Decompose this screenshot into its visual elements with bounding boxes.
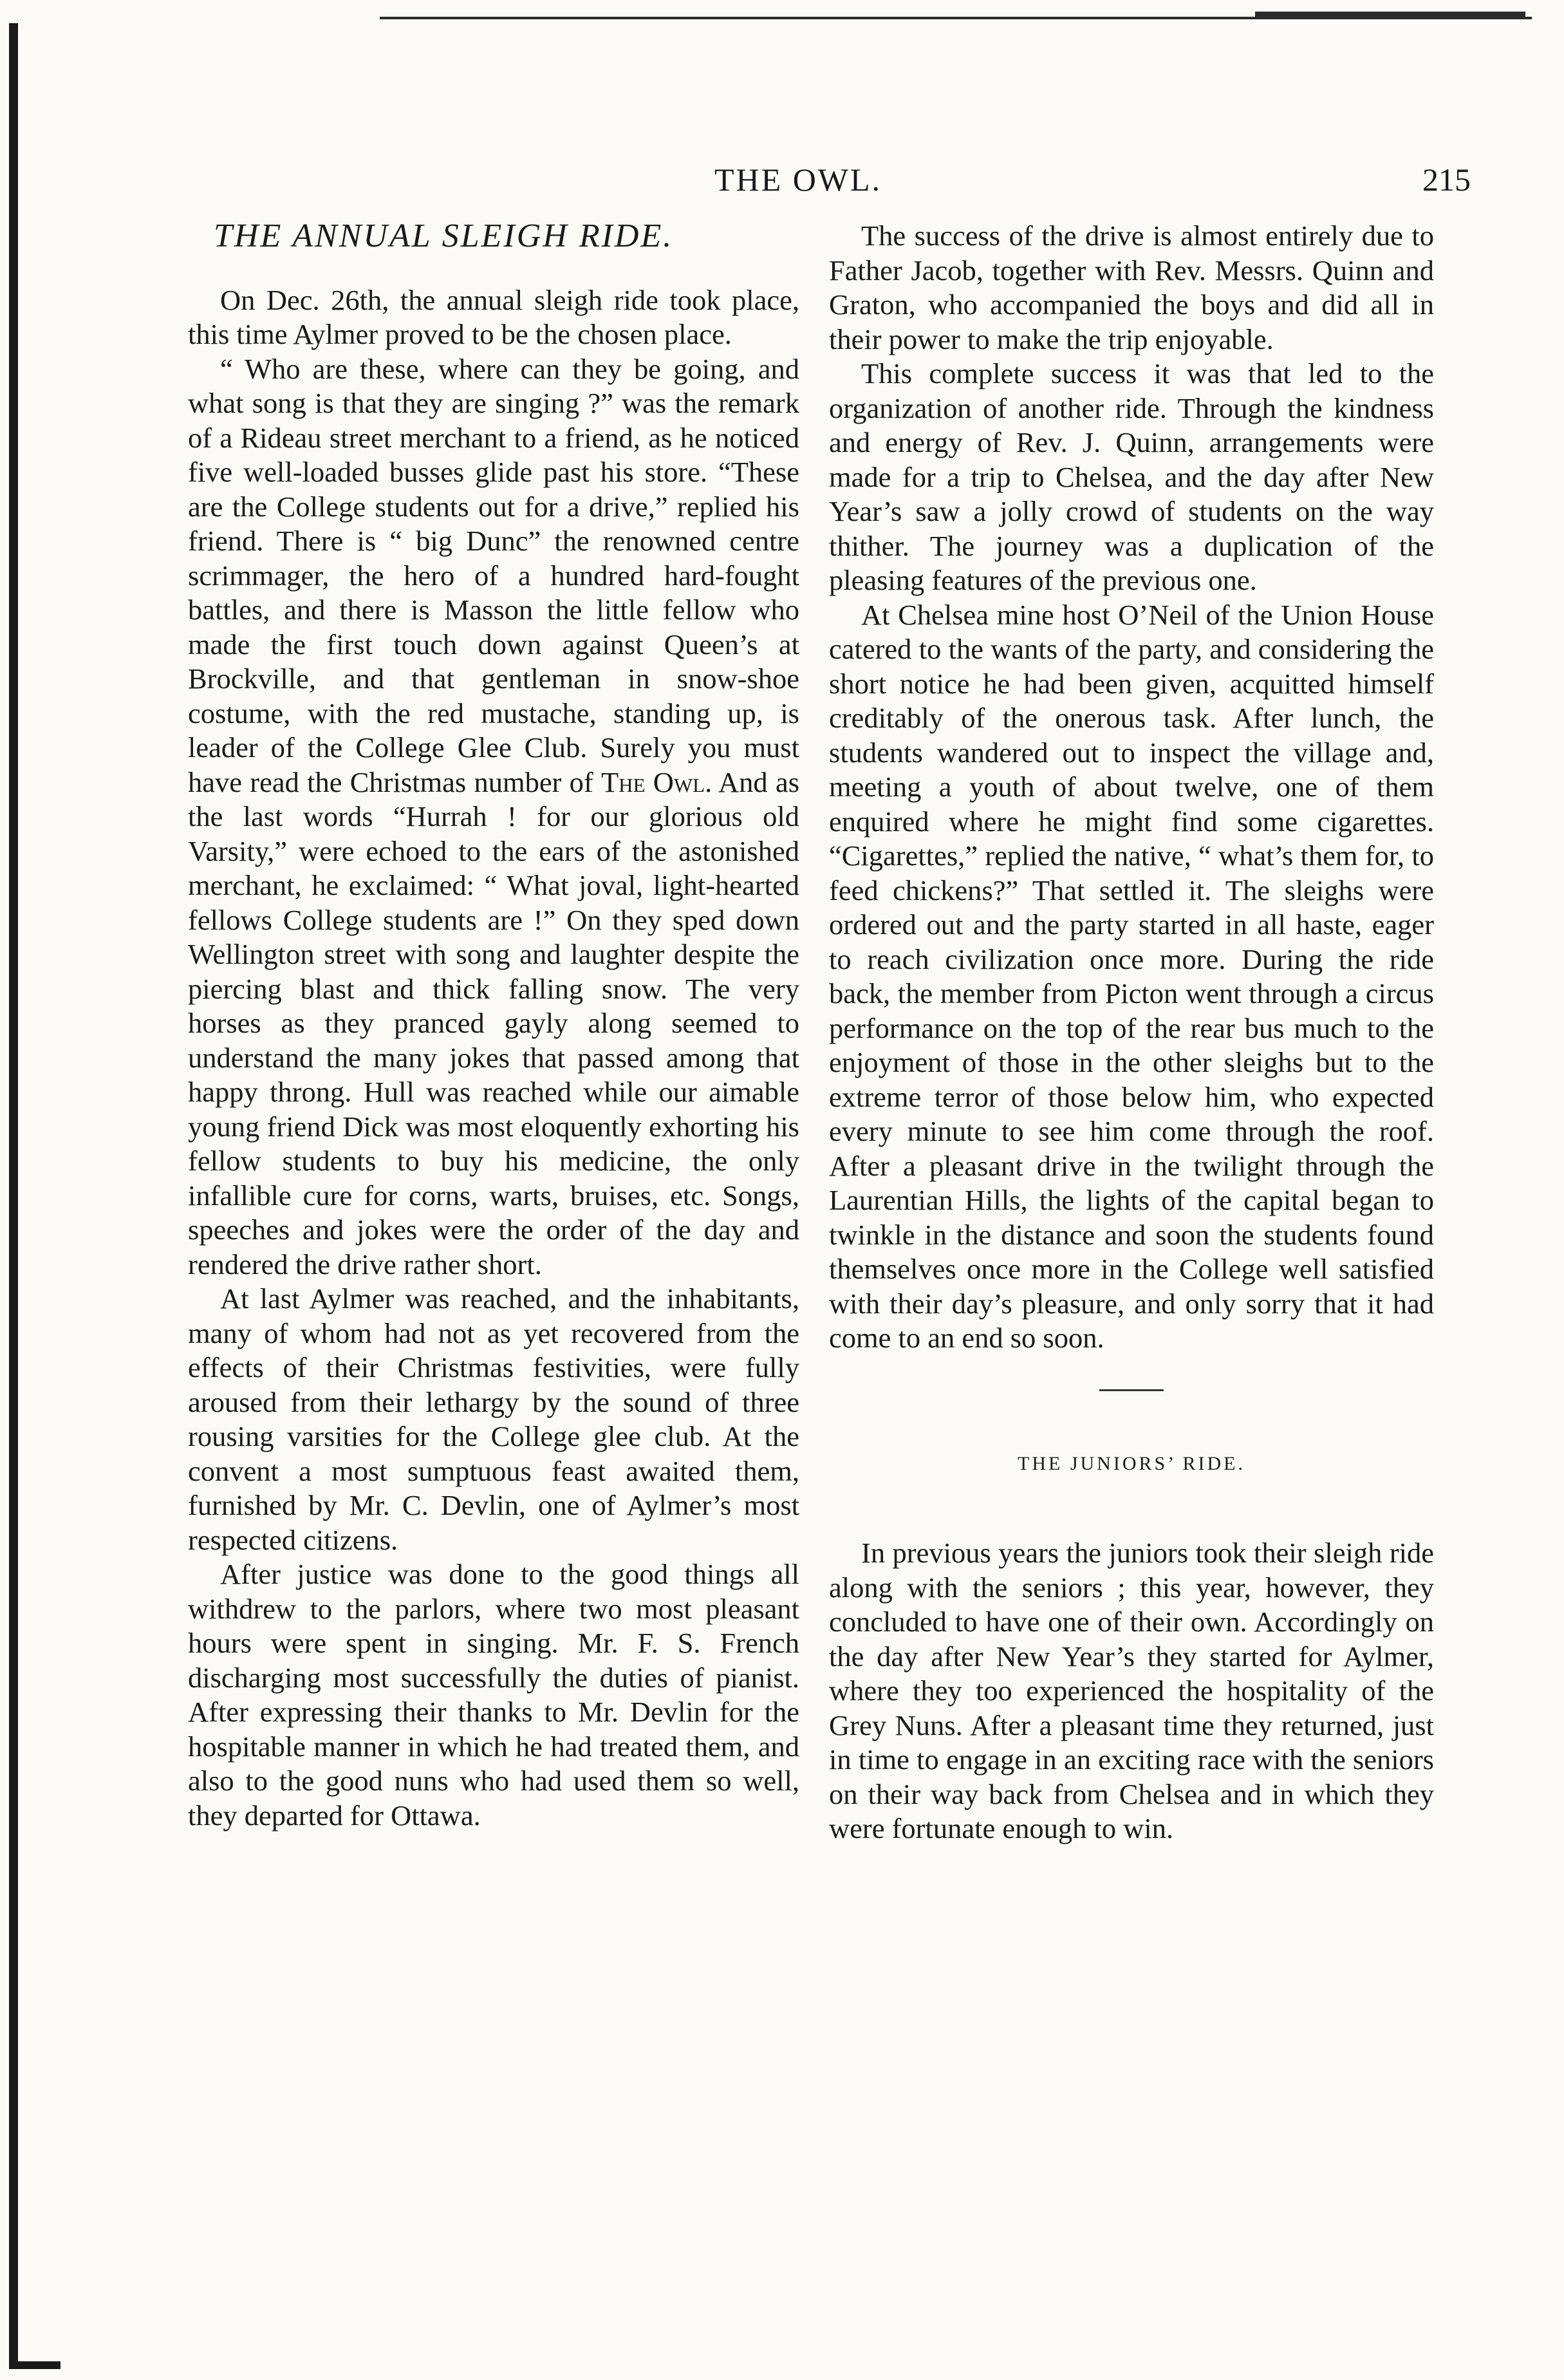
right-column: [829, 219, 1434, 1846]
paragraph-text: “ Who are these, where can they be going, and what song is that they are singing ?” was the remark of a Rideau street merchant to a friend, as he noticed five well-loaded busses glide past his store. “These are the College students out for a drive,” replied his friend. There is “ big Dunc” the renowned centre scrimmager, the hero of a hundred hard-fought battles, and there is Masson the little fellow who made the first touch down against Queen’s at Brockville, and that gentleman in snow-shoe costume, with the red mustache, standing up, is leader of the College Glee Club. Surely you must have read the Christmas number of: [188, 352, 799, 798]
page-number: 215: [1422, 162, 1471, 198]
paragraph-chelsea: At Chelsea mine host O’Neil of the Union House catered to the wants of the party, and considering the short notice he had been given, acquitted himself creditably of the onerous task. After lunch, the students wandered out to inspect the village and, meeting a youth of about twelve, one of them enquired where he might find some cigarettes. “Cigarettes,” replied the native, “ what’s them for, to feed chickens?” That settled it. The sleighs were ordered out and the party started in all haste, eager to reach civilization once more. During the ride back, the member from Picton went through a circus performance on the top of the rear bus much to the enjoyment of those in the other sleighs but to the extreme terror of those below him, who expected every minute to see him come through the roof. After a pleasant drive in the twilight through the Laurentian Hills, the lights of the capital began to twinkle in the distance and soon the students found themselves once more in the College well satisfied with their day’s pleasure, and only sorry that it had come to an end so soon.: [829, 598, 1434, 1354]
running-head: THE OWL.: [714, 162, 882, 198]
paragraph-success: The success of the drive is almost entirely due to Father Jacob, together with Rev. Messrs. Quinn and Graton, who accompanied the boys and did all in their power to make the trip enjoyable.: [829, 220, 1434, 355]
page-spine-foot: [9, 2361, 61, 2369]
owl-reference: The Owl: [601, 765, 705, 798]
paragraph-aylmer: At last Aylmer was reached, and the inhabitants, many of whom had not as yet recovered from the effects of their Christmas festivities, were fully aroused from their lethargy by the sound of three rousing varsities for the College glee club. At the convent a most sumptuous feast awaited them, furnished by Mr. C. Devlin, one of Aylmer’s most respected citizens.: [188, 1282, 799, 1556]
paragraph-intro: On Dec. 26th, the annual sleigh ride took place, this time Aylmer proved to be the chosen place.: [188, 283, 799, 350]
section-divider: [1099, 1389, 1164, 1391]
left-column: [188, 219, 799, 1833]
paragraph-text: . And as the last words “Hurrah ! for our glorious old Varsity,” were echoed to the ears of the astonished merchant, he exclaimed: “ What joval, light-hearted fellows College students are !” On they sped down Wellington street with song and laughter despite the piercing blast and thick falling snow. The very horses as they pranced gayly along seemed to understand the many jokes that passed among that happy throng. Hull was reached while our aimable young friend Dick was most eloquently exhorting his fellow students to buy his medicine, the only infallible cure for corns, warts, bruises, etc. Songs, speeches and jokes were the order of the day and rendered the drive rather short.: [188, 765, 800, 1280]
article-title: THE ANNUAL SLEIGH RIDE.: [214, 218, 674, 254]
paragraph-rideau-street: [188, 352, 799, 1282]
paragraph-chelsea-trip: This complete success it was that led to the organization of another ride. Through the kindness and energy of Rev. J. Quinn, arrangements were made for a trip to Chelsea, and the day after New Year’s saw a jolly crowd of students on the way thither. The journey was a duplication of the pleasing features of the previous one.: [829, 357, 1434, 596]
top-border-rule-thick: [1255, 12, 1525, 18]
page-spine-edge: [9, 23, 18, 2366]
paragraph-parlors: After justice was done to the good things all withdrew to the parlors, where two most pleasant hours were spent in singing. Mr. F. S. French discharging most successfully the duties of pianist. After expressing their thanks to Mr. Devlin for the hospitable manner in which he had treated them, and also to the good nuns who had used them so well, they departed for Ottawa.: [188, 1558, 799, 1832]
section-subheading: THE JUNIORS’ RIDE.: [1018, 1452, 1245, 1474]
paragraph-juniors: In previous years the juniors took their sleigh ride along with the seniors ; this year, however, they concluded to have one of their own. Accordingly on the day after New Year’s they started for Aylmer, where they too experienced the hospitality of the Grey Nuns. After a pleasant time they returned, just in time to engage in an exciting race with the seniors on their way back from Chelsea and in which they were fortunate enough to win.: [829, 1537, 1434, 1844]
